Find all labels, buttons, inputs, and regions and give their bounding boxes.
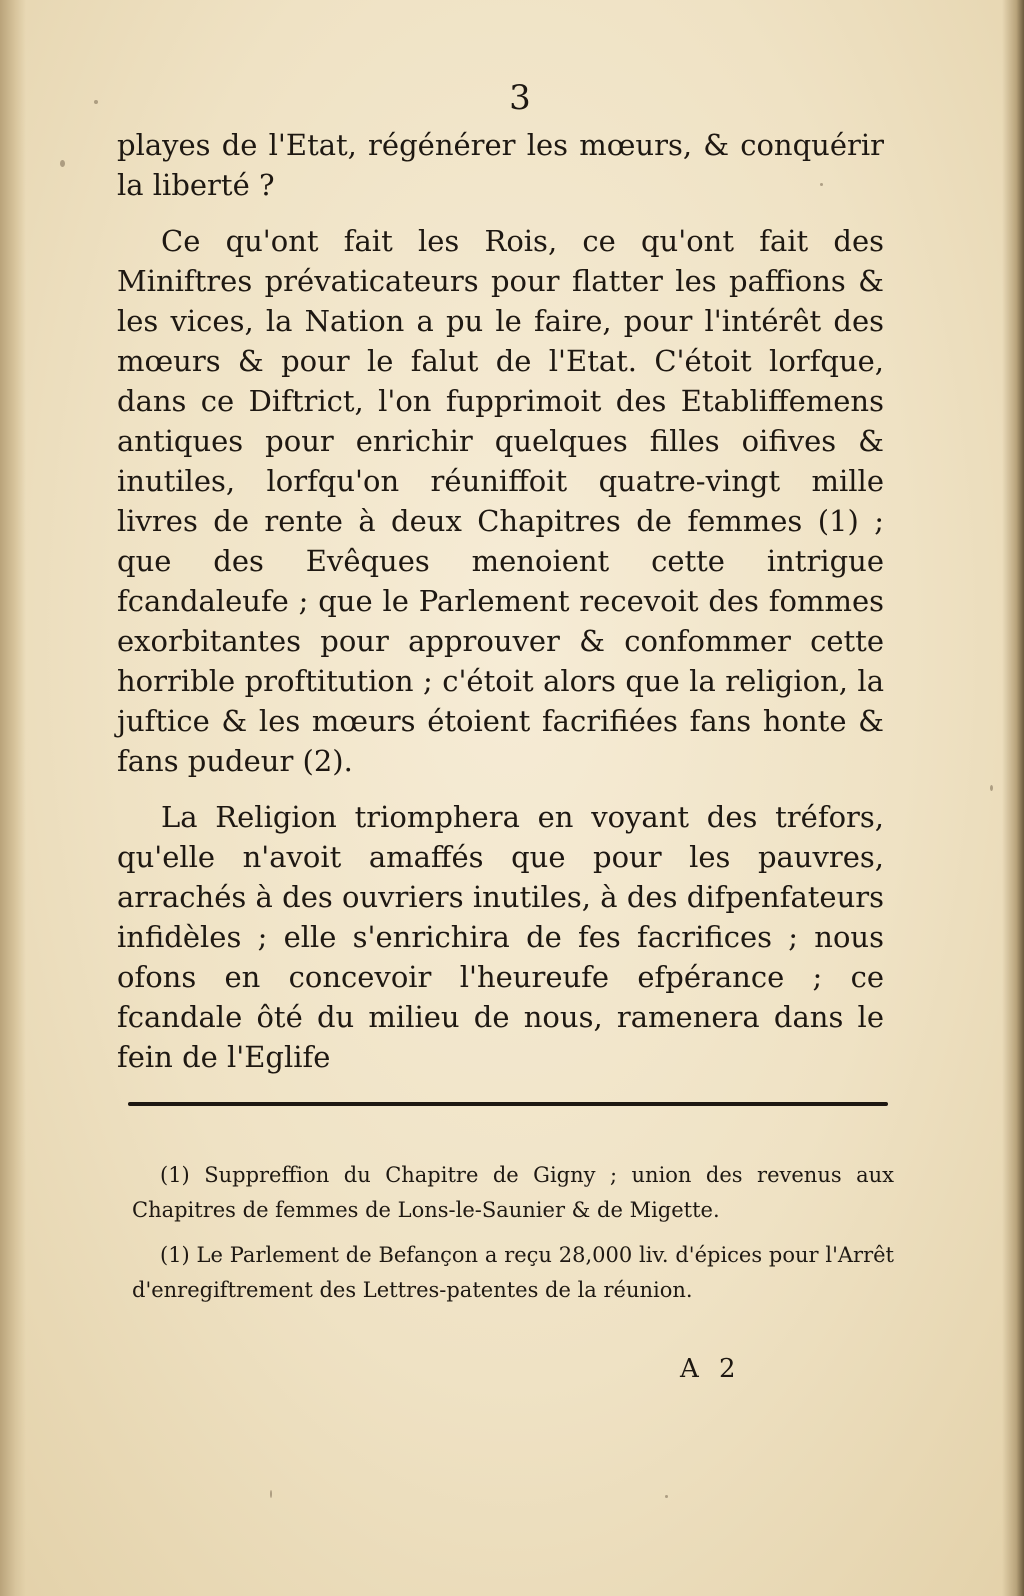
paragraph: Ce qu'ont fait les Rois, ce qu'ont fait des Miniftres prévaticateurs pour flatter les paffions & les vices, la Nation a pu le faire, pour l'intérêt des mœurs & pour le falut de l'Etat. C'étoit lorfque, dans ce Diftrict, l'on fupprimoit des Etabliffemens antiques pour enrichir quelques filles oifives & inutiles, lorfqu'on réuniffoit quatre-vingt mille livres de rente à deux Chapitres de femmes (1) ; que des Evêques menoient cette intrigue fcandaleufe ; que le Parlement recevoit des fommes exorbitantes pour approuver & confommer cette horrible proftitution ; c'étoit alors que la religion, la juftice & les mœurs étoient facrifiées fans honte & fans pudeur (2). bbox=[117, 224, 884, 778]
paper-speck bbox=[94, 100, 98, 104]
page-left-edge bbox=[0, 0, 26, 1596]
paper-speck bbox=[270, 1490, 272, 1498]
signature-mark: A 2 bbox=[680, 1354, 742, 1384]
page-number: 3 bbox=[509, 78, 531, 118]
footnote: (1) Le Parlement de Befançon a reçu 28,000 liv. d'épices pour l'Arrêt d'enregiftrement des Lettres-patentes de la réunion. bbox=[132, 1243, 894, 1302]
paper-speck bbox=[60, 160, 65, 167]
paragraph-continued: playes de l'Etat, régénérer les mœurs, & conquérir la liberté ? bbox=[117, 128, 884, 202]
page-right-edge bbox=[1002, 0, 1024, 1596]
main-text bbox=[117, 125, 884, 1093]
footnotes bbox=[132, 1158, 894, 1318]
paper-speck bbox=[665, 1495, 668, 1498]
footnote-divider bbox=[128, 1102, 888, 1106]
paper-speck bbox=[820, 183, 823, 186]
paragraph: La Religion triomphera en voyant des tréfors, qu'elle n'avoit amaffés que pour les pauvres, arrachés à des ouvriers inutiles, à des difpenfateurs infidèles ; elle s'enrichira de fes facrifices ; nous ofons en concevoir l'heureufe efpérance ; ce fcandale ôté du milieu de nous, ramenera dans le fein de l'Eglife bbox=[117, 800, 884, 1074]
footnote: (1) Suppreffion du Chapitre de Gigny ; union des revenus aux Chapitres de femmes de Lons-le-Saunier & de Migette. bbox=[132, 1163, 894, 1222]
paper-speck bbox=[990, 785, 993, 791]
